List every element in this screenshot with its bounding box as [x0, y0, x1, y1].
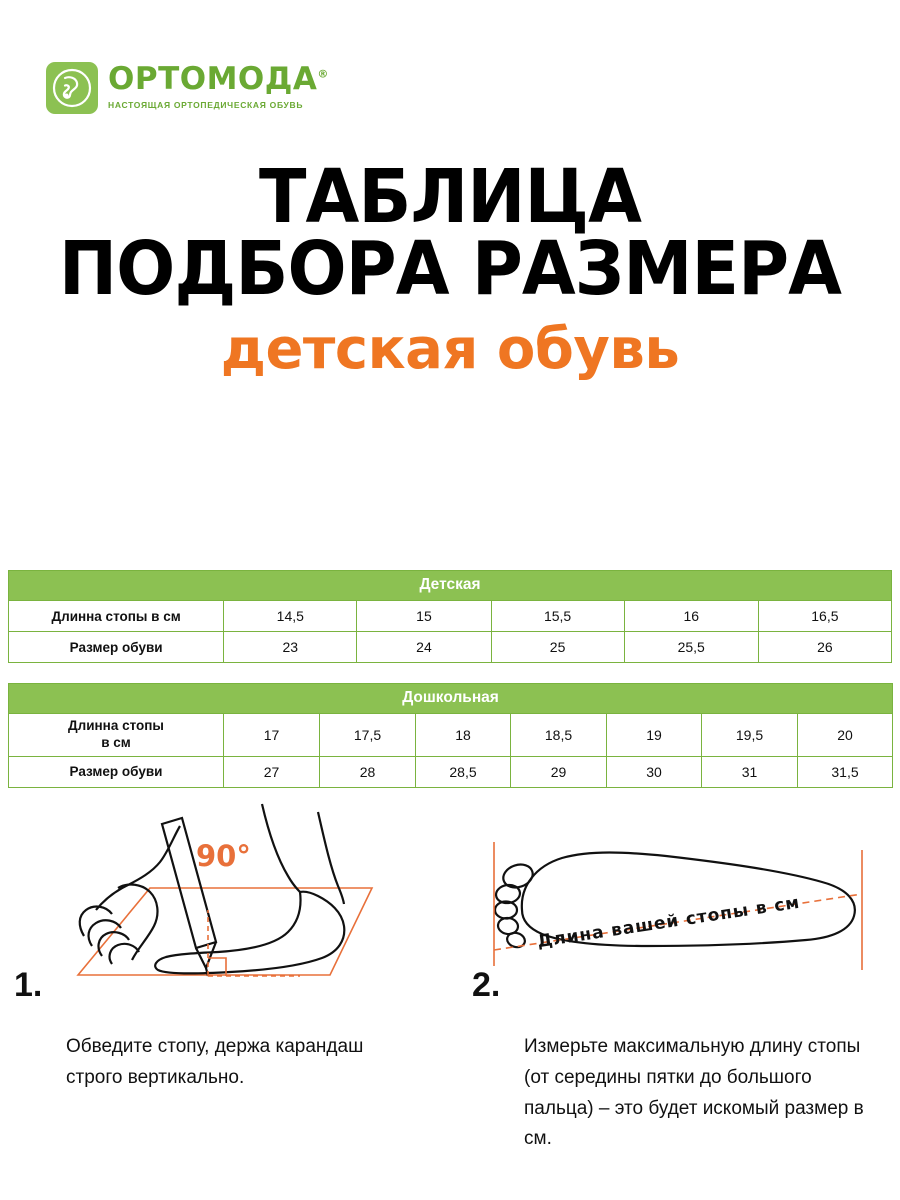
page-title: [0, 154, 900, 382]
row-label-line-2: в см: [101, 734, 131, 750]
cell-value: 20: [798, 714, 893, 757]
cell-value: 16: [624, 601, 758, 632]
step-number: 2.: [472, 966, 501, 1004]
cell-value: 14,5: [224, 601, 357, 632]
row-label-line-1: Длинна стопы: [68, 718, 164, 733]
cell-value: 18: [416, 714, 511, 757]
table-row: [9, 601, 892, 632]
step-description: Обведите стопу, держа карандаш строго вертикально.: [66, 1036, 364, 1088]
brand-logo: [46, 62, 329, 114]
table-row: [9, 632, 892, 663]
cell-value: 27: [224, 756, 320, 787]
foot-orthopedic-icon: [46, 62, 98, 114]
title-line-1: ТАБЛИЦА: [258, 154, 642, 240]
cell-value: 28,5: [416, 756, 511, 787]
title-line-2: ПОДБОРА РАЗМЕРА: [58, 225, 842, 312]
cell-value: 28: [320, 756, 416, 787]
logo-tagline: НАСТОЯЩАЯ ОРТОПЕДИЧЕСКАЯ ОБУВЬ: [108, 100, 304, 110]
table-group-title: Дошкольная: [9, 684, 893, 714]
cell-value: 23: [224, 632, 357, 663]
registered-mark: ®: [317, 67, 329, 81]
cell-value: 25: [491, 632, 624, 663]
step-description: Измерьте максимальную длину стопы (от середины пятки до большого пальца) – это будет искомый размер в см.: [524, 1036, 864, 1150]
table-group-title: Детская: [9, 571, 892, 601]
size-tables: [8, 570, 892, 788]
angle-annotation: 90°: [196, 839, 251, 873]
instruction-step-1: [0, 790, 450, 1155]
foot-outline-measure-icon: [450, 790, 900, 1010]
cell-value: 29: [511, 756, 607, 787]
cell-value: 15: [357, 601, 491, 632]
cell-value: 16,5: [758, 601, 891, 632]
cell-value: 19: [607, 714, 702, 757]
logo-brand-text: ОРТОМОДА: [108, 61, 318, 97]
cell-value: 31: [702, 756, 798, 787]
cell-value: 24: [357, 632, 491, 663]
instruction-step-2: [450, 790, 900, 1155]
table-row: [9, 714, 893, 757]
cell-value: 31,5: [798, 756, 893, 787]
row-label-foot-length: Длинна стопы в см: [9, 601, 224, 632]
size-table-preschool: [8, 683, 893, 788]
row-label-shoe-size: Размер обуви: [9, 632, 224, 663]
instruction-steps: [0, 790, 900, 1155]
cell-value: 26: [758, 632, 891, 663]
cell-value: 17: [224, 714, 320, 757]
row-label-shoe-size: Размер обуви: [9, 756, 224, 787]
cell-value: 25,5: [624, 632, 758, 663]
cell-value: 17,5: [320, 714, 416, 757]
cell-value: 19,5: [702, 714, 798, 757]
size-table-children: [8, 570, 892, 663]
measure-annotation: Длина вашей стопы в см: [535, 892, 802, 953]
cell-value: 18,5: [511, 714, 607, 757]
hand-pencil-tracing-foot-icon: [0, 790, 450, 1010]
title-subtitle: детская обувь: [220, 316, 680, 382]
cell-value: 15,5: [491, 601, 624, 632]
row-label-foot-length: [9, 714, 224, 757]
table-row: [9, 756, 893, 787]
cell-value: 30: [607, 756, 702, 787]
step-number: 1.: [14, 966, 43, 1004]
